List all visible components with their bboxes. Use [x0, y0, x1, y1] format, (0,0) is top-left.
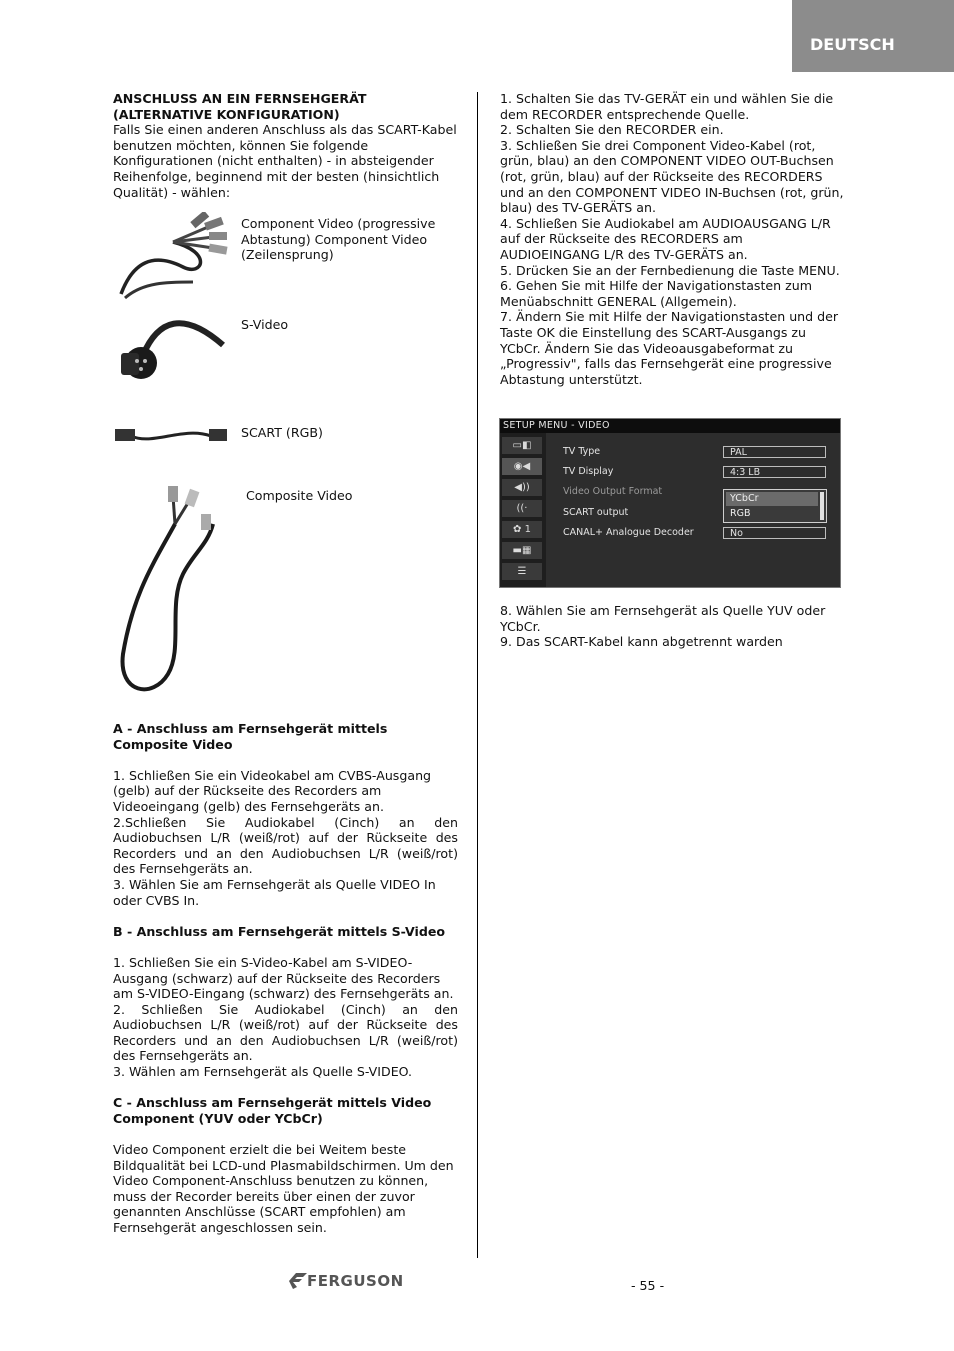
- right-step: 1. Schalten Sie das TV-GERÄT ein und wählen Sie die dem RECORDER entsprechende Quelle.: [500, 91, 834, 122]
- osd-scart-dropdown: [723, 489, 827, 523]
- setup-menu-screenshot: [499, 418, 841, 588]
- parental-lock-icon: ✿ 1: [502, 521, 542, 538]
- cable-label-composite: Composite Video: [246, 488, 353, 503]
- right-step: 8. Wählen Sie am Fernsehgerät als Quelle YUV oder YCbCr.: [500, 603, 826, 634]
- osd-label-tv-display: TV Display: [563, 466, 614, 477]
- left-column-top: [113, 91, 458, 200]
- column-divider: [477, 92, 478, 1258]
- page-number: - 55 -: [631, 1278, 665, 1293]
- s-video-cable-image: [113, 305, 231, 387]
- cable-label-s-video: S-Video: [241, 317, 289, 332]
- section-c-body: Video Component erzielt die bei Weitem beste Bildqualität bei LCD-und Plasmabildschirmen. Um den Video Component-Anschluss benutzen zu können, muss der Recorder bereits über einen der zuvor genannten Anschlüsse (SCART empfohlen) am Fernsehgerät angeschlossen sein.: [113, 1142, 454, 1235]
- section-b-step: 3. Wählen am Fernsehgerät als Quelle S-VIDEO.: [113, 1064, 413, 1080]
- osd-label-tv-type: TV Type: [563, 446, 601, 457]
- ferguson-logo: [287, 1271, 433, 1291]
- composite-cable-image: [113, 484, 231, 706]
- signal-icon: ((·: [502, 500, 542, 517]
- right-step: 7. Ändern Sie mit Hilfe der Navigationstasten und der Taste OK die Einstellung des SCART-Ausgangs zu YCbCr. Ändern Sie das Videoausgabeformat zu „Progressiv", falls das Fernsehgerät eine progressive Abtastung unterstützt.: [500, 309, 839, 387]
- osd-label-video-output-format: Video Output Format: [563, 486, 663, 497]
- osd-value-tv-type: PAL: [723, 446, 826, 458]
- section-a-step: 3. Wählen Sie am Fernsehgerät als Quelle VIDEO In oder CVBS In.: [113, 876, 436, 908]
- osd-label-scart-output: SCART output: [563, 507, 629, 518]
- osd-label-canal-decoder: CANAL+ Analogue Decoder: [563, 527, 694, 538]
- section-a-step: 2.Schließen Sie Audiokabel (Cinch) an den Audiobuchsen L/R (weiß/rot) auf der Rückseite des Recorders und an den Audiobuchsen L/R (weiß/rot) des Fernsehgeräts an.: [113, 814, 458, 877]
- osd-option-rgb: RGB: [730, 508, 751, 519]
- video-camera-icon: ◉◀: [502, 458, 542, 475]
- scart-cable-image: [113, 420, 231, 452]
- section-b-step: 2. Schließen Sie Audiokabel (Cinch) an den Audiobuchsen L/R (weiß/rot) auf der Rückseite des Recorders und an den Audiobuchsen L/R (weiß/rot) des Fernsehgeräts an.: [113, 1001, 458, 1064]
- right-step: 9. Das SCART-Kabel kann abgetrennt warden: [500, 634, 783, 650]
- brand-name: FERGUSON: [307, 1272, 404, 1290]
- right-step: 6. Gehen Sie mit Hilfe der Navigationstasten zum Menüabschnitt GENERAL (Allgemein).: [500, 278, 813, 309]
- right-step: 5. Drücken Sie an der Fernbedienung die Taste MENU.: [500, 262, 840, 278]
- speaker-icon: ◀)): [502, 479, 542, 496]
- osd-value-tv-display: 4:3 LB: [723, 466, 826, 478]
- right-column-steps-after: [500, 603, 845, 650]
- right-step: 4. Schließen Sie Audiokabel am AUDIOAUSGANG L/R auf der Rückseite des RECORDERS am AUDIOEINGANG L/R des TV-GERÄTS an.: [500, 215, 831, 262]
- cable-label-component: Component Video (progressive Abtastung) Component Video (Zeilensprung): [241, 216, 436, 263]
- cable-label-scart: SCART (RGB): [241, 425, 323, 440]
- section-c-heading: C - Anschluss am Fernsehgerät mittels Video Component (YUV oder YCbCr): [113, 1095, 432, 1126]
- left-column-sections: [113, 721, 458, 1236]
- icon-badge: 1: [524, 524, 531, 535]
- component-cable-image: [113, 212, 231, 304]
- osd-icon-sidebar: [500, 433, 546, 588]
- grid-icon: ▬▦: [502, 542, 542, 559]
- section-b-heading: B - Anschluss am Fernsehgerät mittels S-Video: [113, 923, 446, 939]
- intro-paragraph: Falls Sie einen anderen Anschluss als das SCART-Kabel benutzen möchten, können Sie folgende Konfigurationen (nicht enthalten) - in absteigender Reihenfolge, beginnend mit der besten (hinsichtlich Qualität) - wählen:: [113, 122, 457, 200]
- osd-title: SETUP MENU - VIDEO: [500, 419, 840, 433]
- right-step: 2. Schalten Sie den RECORDER ein.: [500, 122, 724, 138]
- osd-option-ycbcr: YCbCr: [726, 492, 818, 506]
- section-heading: ANSCHLUSS AN EIN FERNSEHGERÄT (ALTERNATIVE KONFIGURATION): [113, 91, 367, 122]
- section-a-heading: A - Anschluss am Fernsehgerät mittels Composite Video: [113, 721, 388, 752]
- tv-icon: ▭◧: [502, 437, 542, 454]
- osd-scrollbar: [820, 492, 824, 520]
- right-column-steps: [500, 91, 845, 387]
- section-b-step: 1. Schließen Sie ein S-Video-Kabel am S-VIDEO-Ausgang (schwarz) auf der Rückseite des Recorders am S-VIDEO-Eingang (schwarz) des Fernsehgeräts an.: [113, 954, 454, 1002]
- osd-value-canal-decoder: No: [723, 527, 826, 539]
- language-tab: DEUTSCH: [792, 0, 954, 72]
- ferguson-logo-mark: [287, 1271, 309, 1291]
- right-step: 3. Schließen Sie drei Component Video-Kabel (rot, grün, blau) an den COMPONENT VIDEO OUT-Buchsen (rot, grün, blau) auf der Rückseite des RECORDERS und an den COMPONENT VIDEO IN-Buchsen (rot, grün, blau) des TV-GERÄTS an.: [500, 137, 844, 216]
- section-a-step: 1. Schließen Sie ein Videokabel am CVBS-Ausgang (gelb) auf der Rückseite des Recorders am Videoeingang (gelb) des Fernsehgeräts an.: [113, 767, 432, 814]
- database-icon: ☰: [502, 563, 542, 580]
